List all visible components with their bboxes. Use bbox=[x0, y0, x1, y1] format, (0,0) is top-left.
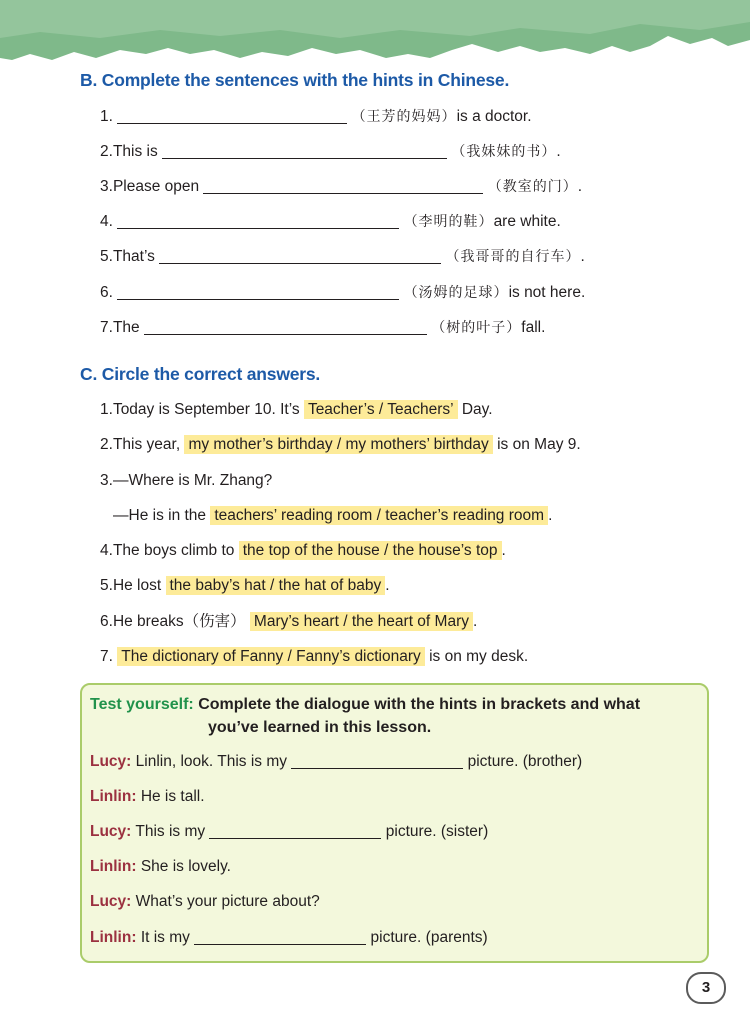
answer-choices[interactable]: The dictionary of Fanny / Fanny’s dictionary bbox=[117, 647, 425, 666]
section-b-item-4: 4. （李明的鞋）are white. bbox=[100, 213, 561, 230]
section-b-item-3: 3.Please open （教室的门）. bbox=[100, 178, 583, 195]
section-c-item-6: 6.He breaks（伤害） Mary’s heart / the heart of Mary . bbox=[100, 613, 478, 630]
answer-blank[interactable] bbox=[291, 752, 463, 769]
page-number: 3 bbox=[686, 972, 726, 1004]
test-yourself-instruction-2: you’ve learned in this lesson. bbox=[208, 719, 432, 736]
section-c-heading: C. Circle the correct answers. bbox=[80, 364, 321, 384]
answer-choices[interactable]: my mother’s birthday / my mothers’ birthday bbox=[184, 435, 492, 454]
answer-blank[interactable] bbox=[144, 318, 427, 335]
section-b-heading: B. Complete the sentences with the hints in Chinese. bbox=[80, 70, 510, 90]
dialogue-line-2: Linlin: He is tall. bbox=[90, 788, 205, 805]
answer-choices[interactable]: teachers’ reading room / teacher’s reading room bbox=[210, 506, 548, 525]
dialogue-line-5: Lucy: What’s your picture about? bbox=[90, 893, 320, 910]
section-c-item-2: 2.This year, my mother’s birthday / my mothers’ birthday is on May 9. bbox=[100, 436, 581, 453]
section-b-item-6: 6. （汤姆的足球）is not here. bbox=[100, 284, 586, 301]
section-c-item-4: 4.The boys climb to the top of the house / the house’s top . bbox=[100, 542, 506, 559]
answer-choices[interactable]: the top of the house / the house’s top bbox=[239, 541, 502, 560]
answer-choices[interactable]: Teacher’s / Teachers’ bbox=[304, 400, 458, 419]
answer-blank[interactable] bbox=[117, 212, 399, 229]
section-c-item-3: 3.—Where is Mr. Zhang? bbox=[100, 472, 273, 489]
answer-blank[interactable] bbox=[209, 822, 381, 839]
section-c-item-1: 1.Today is September 10. It’s Teacher’s / Teachers’ Day. bbox=[100, 401, 493, 418]
answer-blank[interactable] bbox=[203, 177, 483, 194]
section-c-item-3-answer: —He is in the teachers’ reading room / teacher’s reading room . bbox=[113, 507, 553, 524]
answer-blank[interactable] bbox=[162, 142, 447, 159]
dialogue-line-3: Lucy: This is my picture. (sister) bbox=[90, 823, 489, 840]
section-c-item-7: 7. The dictionary of Fanny / Fanny’s dictionary is on my desk. bbox=[100, 648, 529, 665]
test-yourself-instruction: Test yourself: Complete the dialogue with the hints in brackets and what bbox=[90, 696, 641, 713]
section-c-item-5: 5.He lost the baby’s hat / the hat of baby . bbox=[100, 577, 390, 594]
answer-blank[interactable] bbox=[159, 247, 441, 264]
decorative-banner bbox=[0, 0, 750, 70]
answer-blank[interactable] bbox=[117, 107, 347, 124]
dialogue-line-4: Linlin: She is lovely. bbox=[90, 858, 231, 875]
answer-choices[interactable]: Mary’s heart / the heart of Mary bbox=[250, 612, 473, 631]
section-b-item-7: 7.The （树的叶子）fall. bbox=[100, 319, 546, 336]
section-b-item-2: 2.This is （我妹妹的书）. bbox=[100, 143, 561, 160]
answer-choices[interactable]: the baby’s hat / the hat of baby bbox=[166, 576, 386, 595]
dialogue-line-1: Lucy: Linlin, look. This is my picture. (brother) bbox=[90, 753, 583, 770]
answer-blank[interactable] bbox=[194, 928, 366, 945]
dialogue-line-6: Linlin: It is my picture. (parents) bbox=[90, 929, 488, 946]
test-yourself-label: Test yourself: bbox=[90, 696, 194, 713]
section-b-item-1: 1. （王芳的妈妈）is a doctor. bbox=[100, 108, 532, 125]
section-b-item-5: 5.That’s （我哥哥的自行车）. bbox=[100, 248, 585, 265]
answer-blank[interactable] bbox=[117, 283, 399, 300]
